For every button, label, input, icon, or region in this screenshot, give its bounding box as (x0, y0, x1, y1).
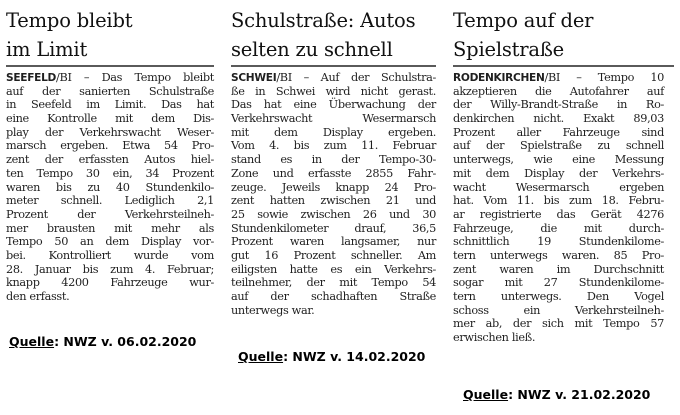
body-line: tern unterwegs. Den Vogel (453, 290, 664, 303)
dateline-suffix: /BI – Auf der Schulstra- (276, 71, 436, 84)
article-headline (6, 6, 132, 64)
body-line: auf der schadhaften Straße (231, 290, 436, 303)
article-headline (231, 6, 415, 64)
article-body (6, 71, 214, 304)
body-line: Fahrzeuge, die mit durch- (453, 221, 664, 235)
source-citation (9, 334, 196, 349)
dateline: SEEFELD (6, 72, 57, 84)
headline-rule (231, 65, 436, 67)
body-line: Prozent waren langsamer, nur (231, 235, 436, 249)
body-line: stand es in der Tempo-30- (231, 153, 436, 167)
article-headline (453, 6, 593, 64)
source-citation (238, 349, 425, 364)
body-line: bei. Kontrolliert wurde vom (6, 248, 214, 262)
article-column-1 (6, 0, 214, 415)
body-line: wacht Wesermarsch ergeben (453, 180, 664, 194)
body-line: mer ab, der sich mit Tempo 57 (453, 317, 664, 331)
body-line: tern unterwegs waren. 85 Pro- (453, 248, 664, 262)
body-line: schnittlich 19 Stundenkilome- (453, 235, 664, 249)
body-line: zeuge. Jeweils knapp 24 Pro- (231, 180, 436, 194)
body-line: play der Verkehrswacht Weser- (6, 125, 214, 139)
dateline: RODENKIRCHEN (453, 72, 545, 84)
body-line: Das hat eine Überwachung der (231, 98, 436, 112)
body-line: 25 sowie zwischen 26 und 30 (231, 207, 436, 221)
article-column-2 (231, 0, 436, 415)
body-line: 28. Januar bis zum 4. Februar; (6, 262, 214, 276)
body-line: ar registrierte das Gerät 4276 (453, 207, 664, 221)
body-line: Tempo 50 an dem Display vor- (6, 235, 214, 249)
headline-line: Tempo auf der (453, 9, 594, 32)
body-line: hat. Vom 11. bis zum 18. Febru- (453, 194, 664, 208)
body-line (6, 71, 214, 85)
body-line: denkirchen nicht. Exakt 89,03 (453, 112, 664, 126)
dateline-suffix: /BI – Das Tempo bleibt (56, 71, 214, 84)
body-line: in Seefeld im Limit. Das hat (6, 98, 214, 112)
body-line: ten Tempo 30 ein, 34 Prozent (6, 166, 214, 180)
body-line: schoss ein Verkehrsteilneh- (453, 303, 664, 317)
body-line: marsch ergeben. Etwa 54 Pro- (6, 139, 214, 153)
article-body (231, 71, 436, 317)
body-line: zent der erfassten Autos hiel- (6, 153, 214, 167)
body-line: Prozent der Verkehrsteilneh- (6, 207, 214, 221)
body-line (453, 71, 664, 85)
body-line: Vom 4. bis zum 11. Februar (231, 139, 436, 153)
headline-line: Tempo bleibt (6, 9, 133, 32)
dateline: SCHWEI (231, 72, 277, 84)
headline-line: selten zu schnell (231, 38, 393, 61)
body-line: zent waren im Durchschnitt (453, 262, 664, 276)
body-line: unterwegs, wie eine Messung (453, 153, 664, 167)
body-line: meter schnell. Lediglich 2,1 (6, 194, 214, 208)
source-text: : NWZ v. 14.02.2020 (283, 349, 426, 364)
body-line: ße in Schwei wird nicht gerast. (231, 84, 436, 98)
body-line: Stundenkilometer drauf, 36,5 (231, 221, 436, 235)
dateline-suffix: /BI – Tempo 10 (544, 71, 664, 84)
headline-line: Schulstraße: Autos (231, 9, 416, 32)
headline-line: im Limit (6, 38, 88, 61)
source-label: Quelle (9, 334, 55, 349)
headline-rule (6, 65, 214, 67)
body-line: mer brausten mit mehr als (6, 221, 214, 235)
body-line: Prozent aller Fahrzeuge sind (453, 125, 664, 139)
body-line: sogar mit 27 Stundenkilome- (453, 276, 664, 290)
body-line: unterwegs war. (231, 303, 315, 317)
body-line: zent hatten zwischen 21 und (231, 194, 436, 208)
body-line: Zone und erfasste 2855 Fahr- (231, 166, 436, 180)
body-line: Verkehrswacht Wesermarsch (231, 112, 436, 126)
source-label: Quelle (238, 349, 284, 364)
article-column-3 (453, 0, 674, 415)
body-line: den erfasst. (6, 290, 70, 303)
source-text: : NWZ v. 21.02.2020 (508, 387, 651, 402)
body-line: eine Kontrolle mit dem Dis- (6, 112, 214, 126)
body-line: auf der sanierten Schulstraße (6, 84, 214, 98)
body-line: teilnehmer, der mit Tempo 54 (231, 276, 436, 290)
body-line: eiligsten hatte es ein Verkehrs- (231, 262, 436, 276)
body-line: der Willy-Brandt-Straße in Ro- (453, 98, 664, 112)
body-line: erwischen ließ. (453, 331, 536, 345)
source-text: : NWZ v. 06.02.2020 (54, 334, 197, 349)
body-line: knapp 4200 Fahrzeuge wur- (6, 276, 214, 290)
source-label: Quelle (463, 387, 509, 402)
body-line (231, 71, 436, 85)
body-line: mit dem Display ergeben. (231, 125, 436, 139)
body-line: akzeptieren die Autofahrer auf (453, 84, 664, 98)
headline-rule (453, 65, 674, 67)
body-line: auf der Spielstraße zu schnell (453, 139, 664, 153)
source-citation (463, 387, 650, 402)
body-line: mit dem Display der Verkehrs- (453, 166, 664, 180)
body-line: waren bis zu 40 Stundenkilo- (6, 180, 214, 194)
body-line: gut 16 Prozent schneller. Am (231, 248, 436, 262)
article-body (453, 71, 664, 345)
headline-line: Spielstraße (453, 38, 565, 61)
